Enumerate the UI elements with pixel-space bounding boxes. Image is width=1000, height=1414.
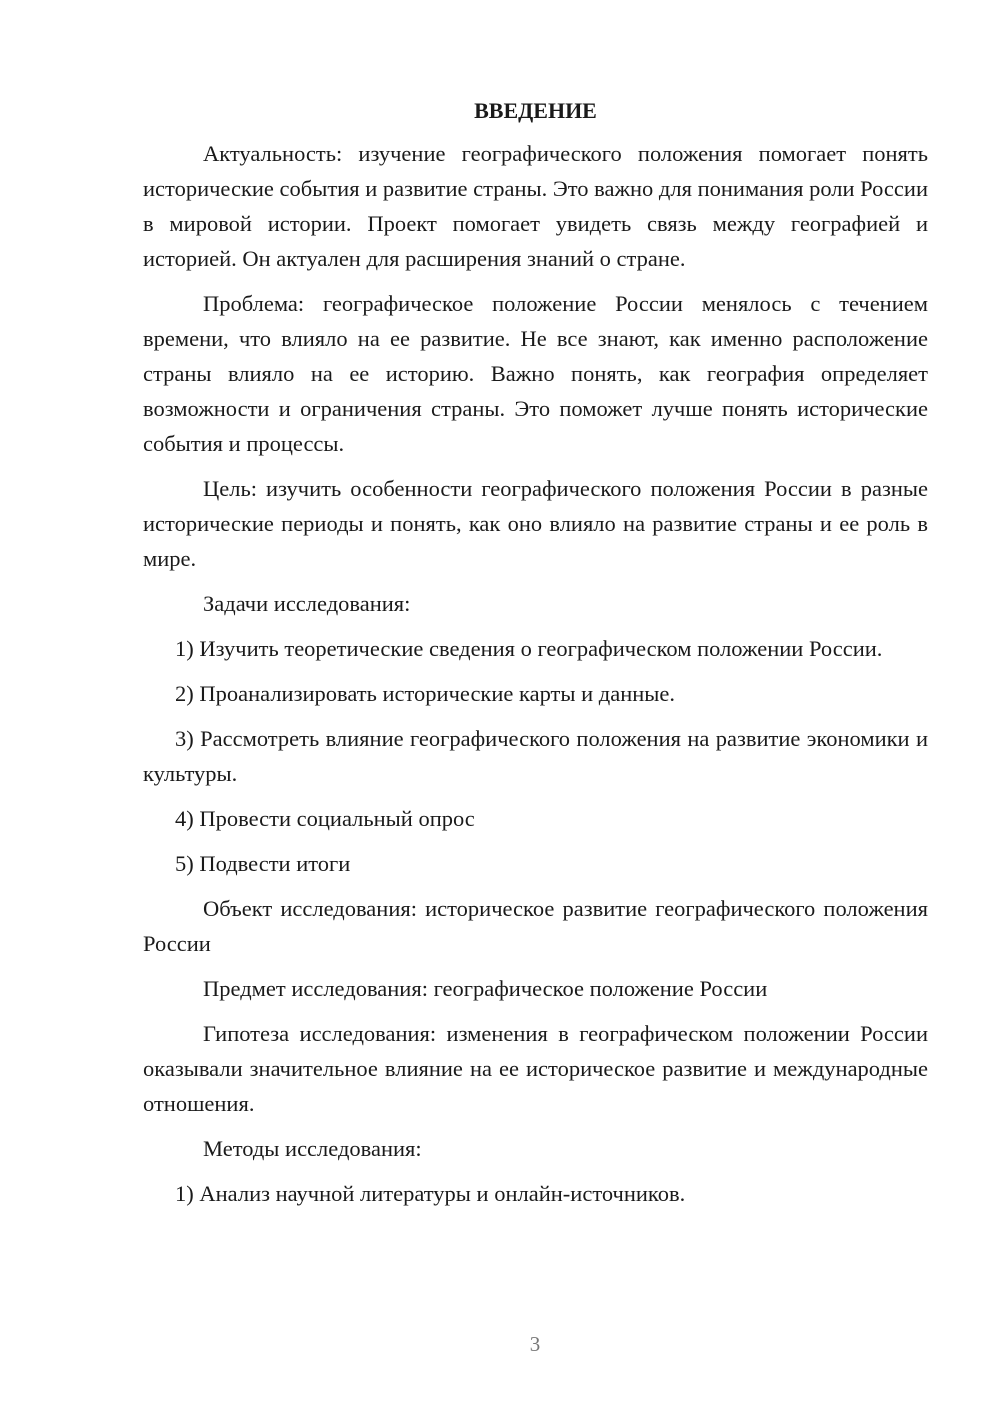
task-item-3: 3) Рассмотреть влияние географического положения на развитие экономики и культуры.	[143, 726, 928, 786]
task-item-5: 5) Подвести итоги	[175, 851, 351, 876]
relevance-paragraph: Актуальность: изучение географического положения помогает понять исторические события и развитие страны. Это важно для понимания роли России в мировой истории. Проект помогает увидеть связь между географией и историей. Он актуален для расширения знаний о стране.	[143, 141, 928, 271]
problem-paragraph: Проблема: географическое положение России менялось с течением времени, что влияло на ее развитие. Не все знают, как именно расположение страны влияло на ее историю. Важно понять, как география определяет возможности и ограничения страны. Это поможет лучше понять исторические события и процессы.	[143, 291, 928, 456]
method-item-1: 1) Анализ научной литературы и онлайн-источников.	[175, 1181, 686, 1206]
methods-title: Методы исследования:	[203, 1136, 422, 1161]
hypothesis-paragraph: Гипотеза исследования: изменения в географическом положении России оказывали значительное влияние на ее историческое развитие и международные отношения.	[143, 1021, 928, 1116]
task-item-4: 4) Провести социальный опрос	[175, 806, 475, 831]
task-item-2: 2) Проанализировать исторические карты и данные.	[175, 681, 676, 706]
tasks-title: Задачи исследования:	[203, 591, 411, 616]
page-number: 3	[529, 1332, 541, 1356]
goal-paragraph: Цель: изучить особенности географического положения России в разные исторические периоды и понять, как оно влияло на развитие страны и ее роль в мире.	[143, 476, 928, 571]
object-paragraph: Объект исследования: историческое развитие географического положения России	[143, 896, 928, 956]
subject-paragraph: Предмет исследования: географическое положение России	[203, 976, 768, 1001]
task-item-1: 1) Изучить теоретические сведения о географическом положении России.	[175, 636, 883, 661]
page-content	[143, 96, 928, 1221]
page-title: ВВЕДЕНИЕ	[474, 98, 597, 123]
